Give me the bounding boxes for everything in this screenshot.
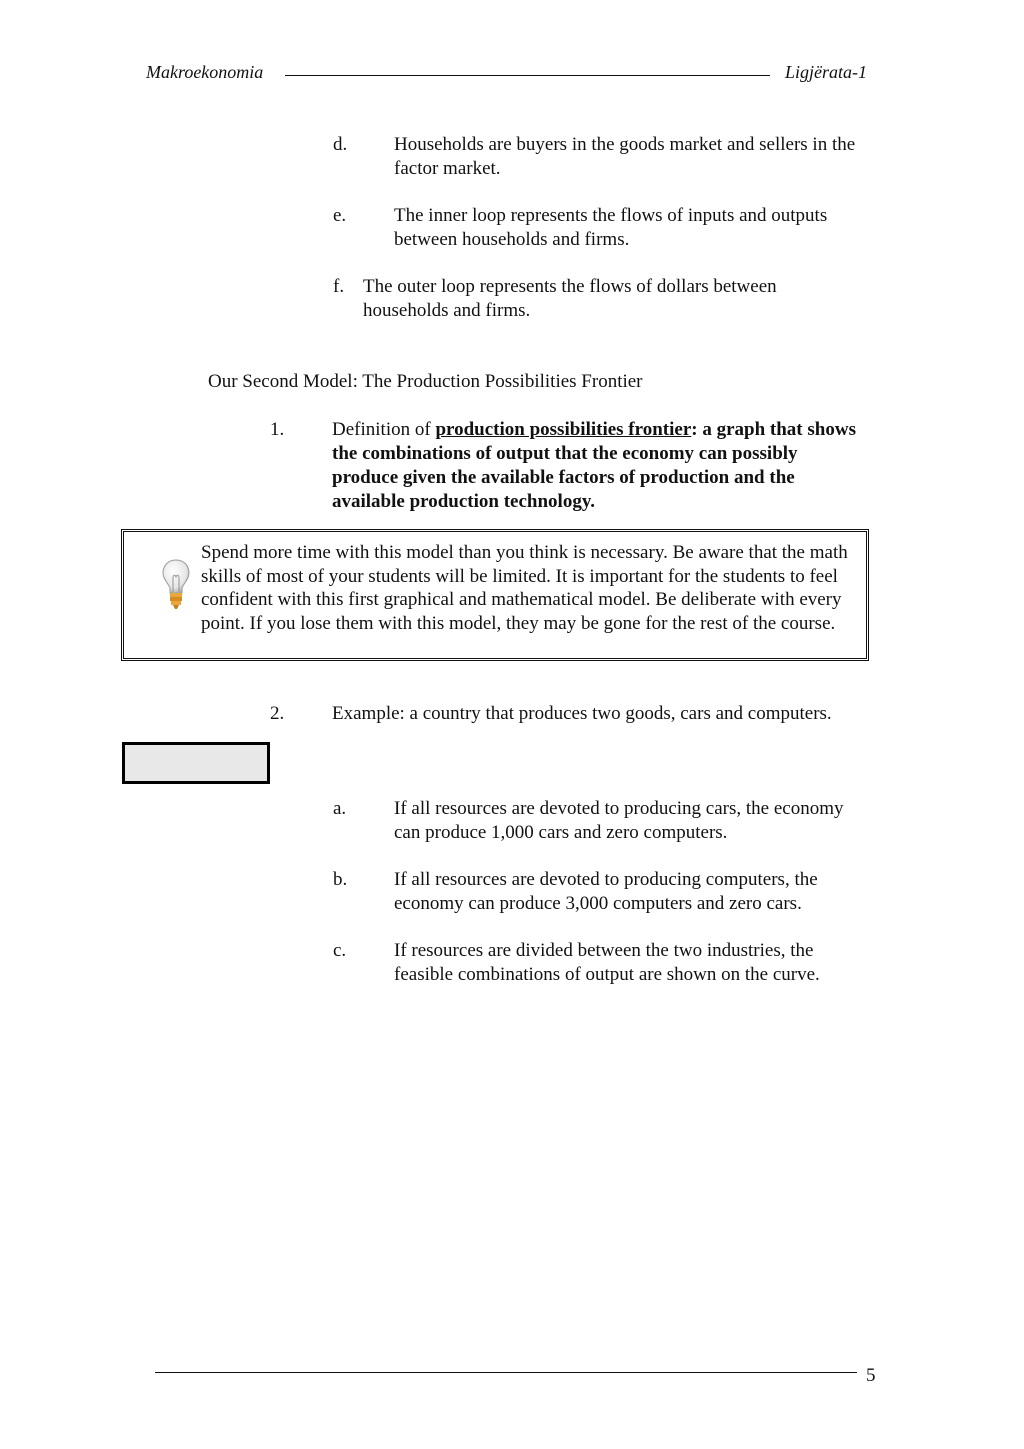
list-marker-d: d. bbox=[333, 134, 348, 155]
list-marker-b: b. bbox=[333, 869, 348, 890]
lightbulb-icon bbox=[162, 558, 190, 612]
definition-paragraph bbox=[332, 418, 857, 514]
margin-figure-box bbox=[122, 742, 270, 784]
footer-rule bbox=[155, 1372, 857, 1373]
example-text: Example: a country that produces two goods, cars and computers. bbox=[332, 703, 832, 724]
item-number-1: 1. bbox=[270, 419, 285, 440]
list-item-d: Households are buyers in the goods market and sellers in the factor market. bbox=[394, 134, 856, 179]
list-marker-f: f. bbox=[333, 276, 345, 297]
list-item-a: If all resources are devoted to producing cars, the economy can produce 1,000 cars and zero computers. bbox=[394, 798, 844, 843]
list-marker-e: e. bbox=[333, 205, 347, 226]
list-item-b: If all resources are devoted to producing computers, the economy can produce 3,000 computers and zero cars. bbox=[394, 869, 818, 914]
list-marker-a: a. bbox=[333, 798, 347, 819]
list-item-c: If resources are divided between the two industries, the feasible combinations of output are shown on the curve. bbox=[394, 940, 820, 985]
definition-term: production possibilities frontier bbox=[435, 419, 692, 440]
list-item-f bbox=[333, 275, 813, 321]
header-rule bbox=[285, 75, 770, 76]
list-item-e: The inner loop represents the flows of inputs and outputs between households and firms. bbox=[394, 205, 828, 250]
running-header-left: Makroekonomia bbox=[146, 62, 264, 82]
definition-text: : a graph that shows the combinations of output that the economy can possibly produce given the available factors of production and the available production technology. bbox=[332, 419, 856, 512]
running-header-right: Ligjërata-1 bbox=[785, 62, 868, 82]
definition-lead: Definition of bbox=[332, 419, 436, 440]
list-item-f-text: The outer loop represents the flows of dollars between households and firms. bbox=[363, 276, 777, 321]
section-heading: Our Second Model: The Production Possibilities Frontier bbox=[208, 371, 643, 392]
list-marker-c: c. bbox=[333, 940, 347, 961]
page-number: 5 bbox=[866, 1365, 876, 1386]
teaching-note-text: Spend more time with this model than you think is necessary. Be aware that the math skills of most of your students will be limited. It is important for the students to feel confident with this first graphical and mathematical model. Be deliberate with every point. If you lose them with this model, they may be gone for the rest of the course. bbox=[201, 542, 848, 634]
item-number-2: 2. bbox=[270, 703, 285, 724]
